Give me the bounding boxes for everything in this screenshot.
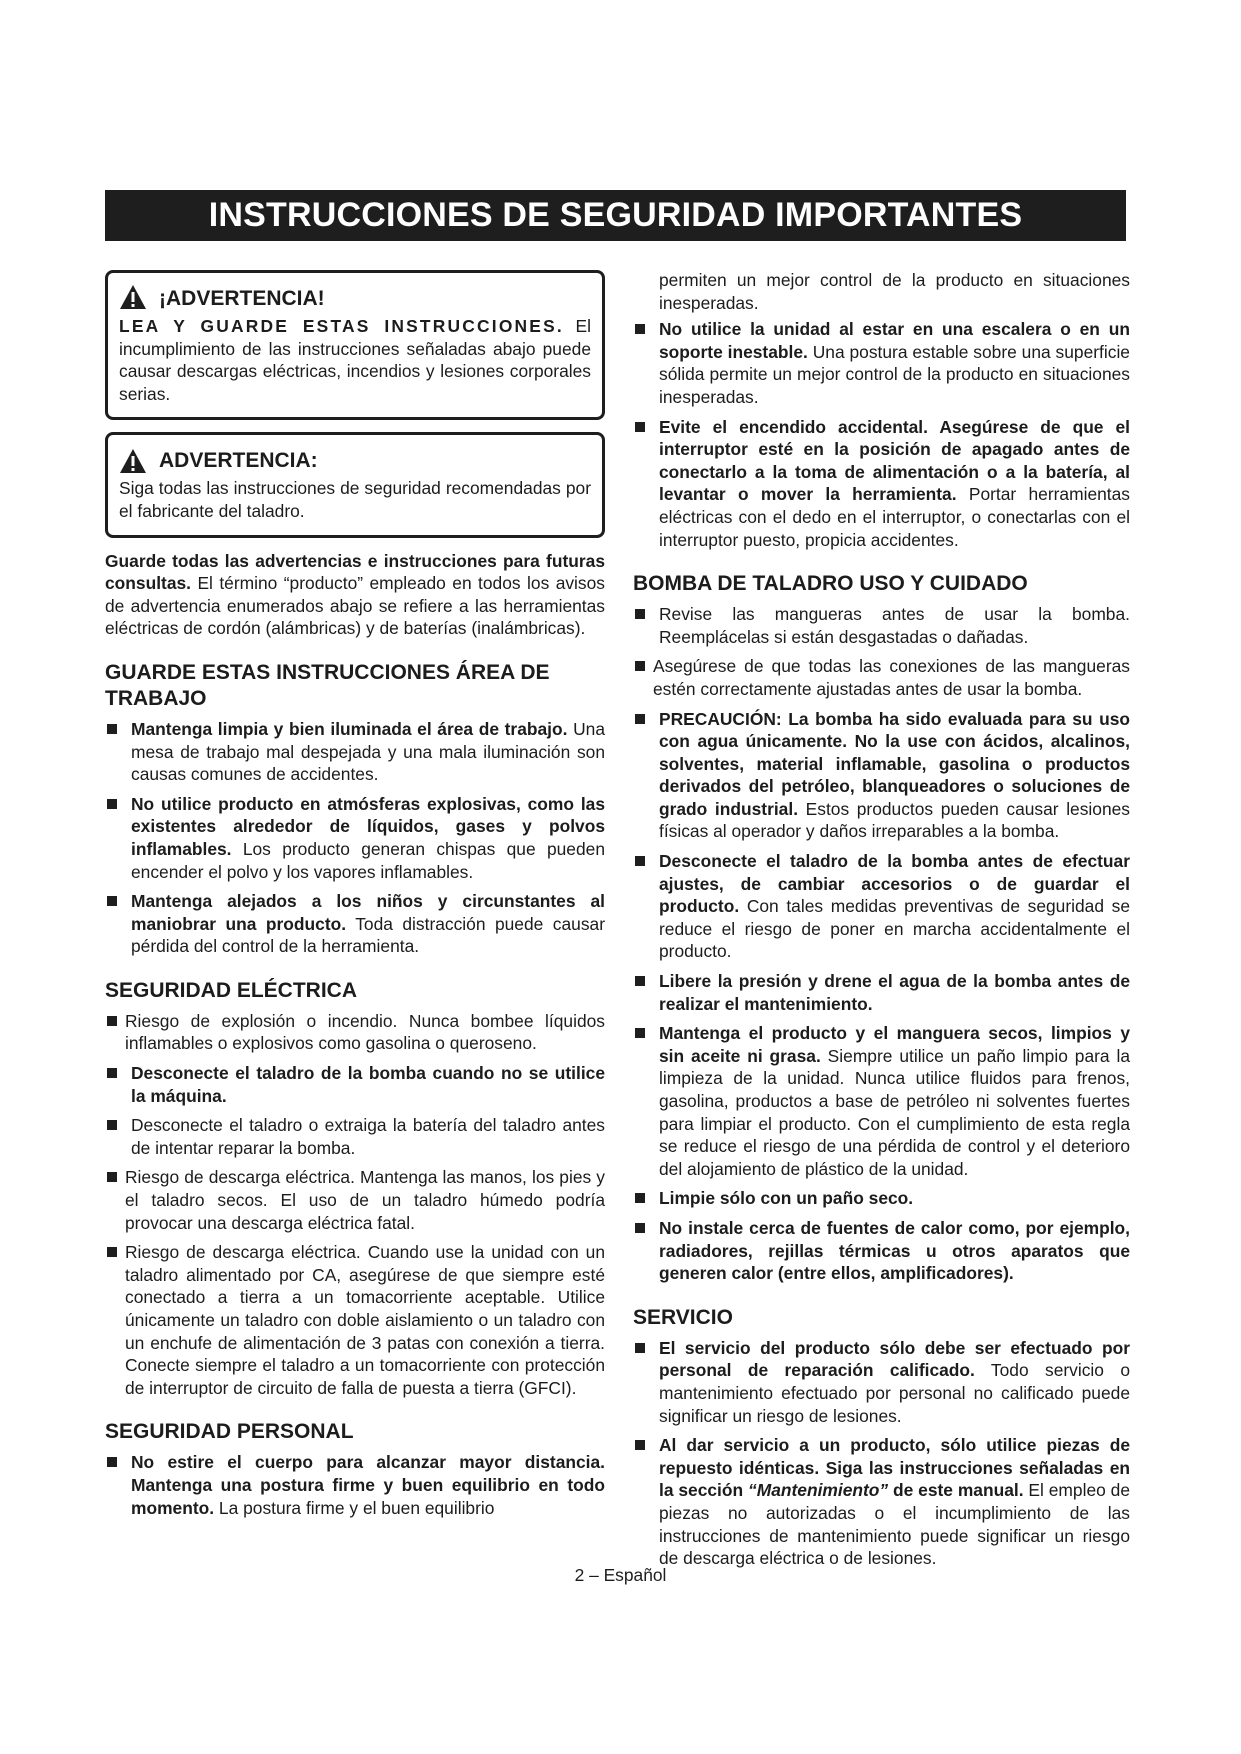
item-text: Estos productos pueden causar lesiones físicas al operador y daños irreparables a la bomba. [659,798,1130,842]
warning-heading-text: ¡ADVERTENCIA! [159,287,325,310]
bullet-square-icon [635,856,645,866]
list-item [633,1434,1130,1570]
bullet-square-icon [635,1028,645,1038]
item-text: Una mesa de trabajo mal despejada y una mala iluminación son causas comunes de accidentes. [131,718,606,785]
item-bold: No utilice la unidad al estar en una escalera o en un soporte inestable. [659,319,1130,362]
warning-body [119,315,591,405]
item-bold: Desconecte el taladro de la bomba antes de efectuar ajustes, de cambiar accesorios o de guardar el producto. [659,851,1130,917]
continued-text: permiten un mejor control de la producto en situaciones inesperadas. [659,270,1130,313]
list-item [105,1166,605,1234]
intro-text: El término “producto” empleado en todos los avisos de advertencia enumerados abajo se refiere a las herramientas eléctricas de cordón (alámbricas) y de baterías (inalámbricas). [105,573,605,639]
item-bold: Mantenga el producto y el manguera secos, limpios y sin aceite ni grasa. [659,1023,1130,1066]
item-bold: No estire el cuerpo para alcanzar mayor distancia. Mantenga una postura firme y buen equilibrio en todo momento. [131,1452,605,1518]
item-text: Portar herramientas eléctricas con el dedo en el interruptor, o conectarlas con el interruptor puesto, propicia accidentes. [659,484,1130,550]
item-text: Desconecte el taladro o extraiga la batería del taladro antes de intentar reparar la bomba. [131,1115,605,1158]
bullet-square-icon [107,896,117,906]
list-item [633,1217,1130,1285]
item-bold: Limpie sólo con un paño seco. [659,1188,914,1209]
item-text: Revise las mangueras antes de usar la bomba. Reemplácelas si están desgastadas o dañadas. [659,604,1130,647]
item-text: La postura firme y el buen equilibrio [214,1497,495,1518]
section-heading-electrical: SEGURIDAD ELÉCTRICA [105,978,358,1002]
warning-heading [119,448,591,474]
list-item [105,718,605,786]
item-text: Riesgo de descarga eléctrica. Mantenga las manos, los pies y el taladro secos. El uso de un taladro húmedo podría provocar una descarga eléctrica fatal. [125,1167,605,1233]
electrical-list [105,1010,605,1400]
personal-list [105,1451,605,1519]
bullet-square-icon [635,422,645,432]
bullet-square-icon [635,714,645,724]
item-text: Siempre utilice un paño limpio para la limpieza de la unidad. Nunca utilice fluidos para frenos, gasolina, productos a base de petróleo ni solventes fuertes para limpiar el producto. Con el cumplimiento de esta regla se reduce el riesgo de una pérdida de control y el deterioro del alojamiento de plástico de la unidad. [659,1045,1131,1179]
item-text: Toda distracción puede causar pérdida del control de la herramienta. [131,913,605,957]
left-column [105,270,605,1526]
item-bold: Mantenga alejados a los niños y circunstantes al maniobrar una producto. [131,891,605,934]
warning-text: El incumplimiento de las instrucciones señaladas abajo puede causar descargas eléctricas, incendios y lesiones corporales serias. [119,316,591,404]
section-heading-service: SERVICIO [633,1305,733,1329]
section-heading-pump: BOMBA DE TALADRO USO Y CUIDADO [633,572,1028,596]
item-text: Todo servicio o mantenimiento efectuado por personal no calificado puede significar un riesgo de lesiones. [659,1360,1131,1426]
item-bold: No instale cerca de fuentes de calor como, por ejemplo, radiadores, rejillas térmicas u otros aparatos que generen calor (entre ellos, amplificadores). [659,1217,1130,1284]
service-list [633,1337,1130,1570]
bullet-square-icon [107,799,117,809]
bullet-square-icon [635,976,645,986]
bullet-square-icon [635,1223,645,1233]
item-bold-italic: “Mantenimiento” [748,1480,889,1501]
item-bold: Mantenga limpia y bien iluminada el área de trabajo. [131,718,568,739]
item-bold: El servicio del producto sólo debe ser efectuado por personal de reparación calificado. [659,1337,1130,1381]
bullet-square-icon [107,1172,117,1182]
item-text: Asegúrese de que todas las conexiones de las mangueras estén correctamente ajustadas antes de usar la bomba. [653,656,1130,699]
list-item [633,850,1130,963]
section-heading-work-area: GUARDE ESTAS INSTRUCCIONES ÁREA DE TRABAJO [105,660,550,710]
intro-bold: Guarde todas las advertencias e instrucciones para futuras consultas. [105,550,605,594]
list-item [105,1451,605,1519]
list-item [105,1010,605,1055]
bullet-square-icon [107,1247,117,1257]
warning-triangle-icon [119,448,147,474]
item-text: Una postura estable sobre una superficie sólida permite un mejor control de la producto en situaciones inesperadas. [659,341,1130,407]
item-bold: No utilice producto en atmósferas explosivas, como las existentes alrededor de líquidos, gases y polvos inflamables. [131,793,605,859]
list-item [105,1114,605,1159]
list-item [633,603,1130,648]
list-item [633,318,1130,408]
bullet-square-icon [107,1457,117,1467]
warning-box-read-save [105,270,605,420]
list-item [105,1241,605,1399]
list-item [633,1187,1130,1210]
item-text: Los producto generan chispas que pueden encender el polvo y los vapores inflamables. [131,838,605,882]
work-area-list [105,718,605,958]
list-item [105,793,605,883]
warning-heading [119,286,591,312]
right-column [633,269,1130,1577]
warning-triangle-icon [119,284,147,310]
item-bold: Al dar servicio a un producto, sólo utilice piezas de repuesto idénticas. Siga las instrucciones señaladas en la sección [659,1435,1130,1501]
bullet-square-icon [635,609,645,619]
warning-body: Siga todas las instrucciones de seguridad recomendadas por el fabricante del taladro. [119,478,591,521]
pump-list [633,603,1130,1285]
list-item [633,970,1130,1015]
list-item [105,1062,605,1107]
item-text: Con tales medidas preventivas de seguridad se reduce el riesgo de poner en marcha accidentalmente el producto. [659,896,1130,962]
warning-lead: LEA Y GUARDE ESTAS INSTRUCCIONES. [119,316,564,336]
item-bold: PRECAUCIÓN: La bomba ha sido evaluada para su uso con agua únicamente. No la use con ácidos, alcalinos, solventes, material inflamable, gasolina o productos derivados del petróleo, blanqueadores o soluciones de grado industrial. [659,708,1130,819]
warning-box-manufacturer [105,432,605,537]
bullet-square-icon [635,661,645,671]
item-bold: Desconecte el taladro de la bomba cuando no se utilice la máquina. [131,1063,605,1106]
item-bold: Evite el encendido accidental. Asegúrese de que el interruptor esté en la posición de apagado antes de conectarlo a la toma de alimentación o a la batería, al levantar o mover la herramienta. [659,416,1130,505]
bullet-square-icon [107,1068,117,1078]
bullet-square-icon [107,1016,117,1026]
personal-list-continued [633,318,1130,551]
list-item [105,890,605,958]
item-bold: Libere la presión y drene el agua de la bomba antes de realizar el mantenimiento. [659,971,1130,1014]
section-heading-personal: SEGURIDAD PERSONAL [105,1420,354,1444]
bullet-square-icon [635,1440,645,1450]
intro-paragraph [105,550,605,640]
bullet-square-icon [635,324,645,334]
list-item [633,1022,1130,1180]
bullet-square-icon [107,724,117,734]
bullet-square-icon [635,1193,645,1203]
list-item [633,1337,1130,1427]
list-item [633,655,1130,700]
warning-heading-text: ADVERTENCIA: [159,449,318,473]
list-item [633,416,1130,552]
bullet-square-icon [107,1120,117,1130]
page-title-banner: INSTRUCCIONES DE SEGURIDAD IMPORTANTES [105,190,1126,241]
page-footer: 2 – Español [574,1565,667,1585]
list-item [633,708,1130,844]
item-text: Riesgo de explosión o incendio. Nunca bombee líquidos inflamables o explosivos como gasolina o queroseno. [125,1010,605,1054]
item-bold: de este manual. [888,1480,1024,1501]
item-text: Riesgo de descarga eléctrica. Cuando use la unidad con un taladro alimentado por CA, asegúrese de que siempre esté conectado a tierra a un tomacorriente aceptable. Utilice únicamente un taladro con doble aislamiento o un taladro con un enchufe de alimentación de 3 patas con conexión a tierra. Conecte siempre el taladro a un tomacorriente con protección de interruptor de circuito de falla de puesta a tierra (GFCI). [125,1242,605,1398]
bullet-square-icon [635,1343,645,1353]
item-text: El empleo de piezas no autorizadas o el incumplimiento de las instrucciones de mantenimiento puede significar un riesgo de descarga eléctrica o de lesiones. [659,1480,1131,1569]
